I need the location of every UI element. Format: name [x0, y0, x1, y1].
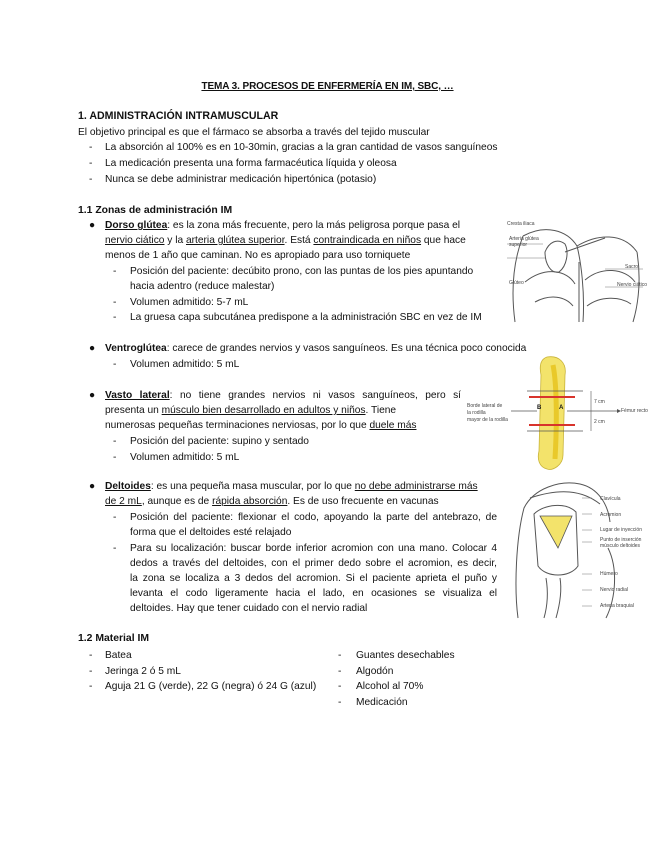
list-item: Volumen admitido: 5 mL — [130, 452, 240, 463]
list-item: La medicación presenta una forma farmacéutica líquida y oleosa — [105, 158, 397, 169]
vasto-text: . Tiene — [365, 405, 397, 416]
vasto-text: presenta un — [105, 405, 162, 416]
list-item: Posición del paciente: supino y sentado — [130, 436, 309, 447]
dorso-nervio: nervio ciático — [105, 235, 165, 246]
label: Borde lateral de — [467, 403, 503, 409]
label: Fémur recto — [621, 408, 648, 414]
vasto-line-1 — [105, 390, 461, 401]
dorso-line-3: menos de 1 año que caminan. No es apropiado para uso torniquete — [105, 250, 411, 261]
label: la rodilla — [467, 410, 486, 416]
list-item: La absorción al 100% es en 10-30min, gracias a la gran cantidad de vasos sanguíneos — [105, 142, 498, 153]
material-item: Alcohol al 70% — [356, 681, 424, 692]
bullet-icon: ● — [89, 220, 96, 231]
section-heading-im: 1. ADMINISTRACIÓN INTRAMUSCULAR — [78, 110, 279, 122]
dash-marker: - — [113, 359, 117, 370]
dorso-text: y la — [164, 235, 186, 246]
section-heading-zonas: 1.1 Zonas de administración IM — [78, 205, 233, 216]
list-item-cont: deltoides. Hay que tener cuidado con el nervio radial — [130, 603, 368, 614]
material-item: Algodón — [356, 666, 394, 677]
label: Punto de inserción — [600, 537, 642, 543]
deltoides-rapida: rápida absorción — [212, 496, 288, 507]
dash-marker: - — [89, 174, 93, 185]
list-item-cont: forma que el deltoides esté relajado — [130, 527, 292, 538]
deltoides-name: Deltoides — [105, 481, 151, 492]
deltoides-text: : es una pequeña masa muscular, por lo que — [150, 481, 355, 492]
deltoides-line-2 — [105, 496, 439, 507]
label: 7 cm — [594, 399, 605, 405]
dorso-text: . Está — [284, 235, 314, 246]
dorso-text: : es la zona más frecuente, pero la más peligrosa porque pasa el — [167, 220, 461, 231]
gluteal-illustration — [505, 221, 648, 326]
label: Sacro — [625, 264, 639, 270]
vasto-lateral-illustration — [467, 355, 647, 473]
deltoides-text: , aunque es de — [141, 496, 213, 507]
vasto-name: Vasto lateral — [105, 390, 170, 401]
list-item-cont: hacia adentro (reduce malestar) — [130, 281, 275, 292]
ventro-line-1 — [105, 343, 526, 354]
label: 2 cm — [594, 419, 605, 425]
list-item-cont: levanta el codo ligeramente hacia el lado, en ocasiones se visualiza el — [130, 588, 497, 599]
dash-marker: - — [113, 297, 117, 308]
dorso-line-1 — [105, 220, 497, 231]
label: Lugar de inyección — [600, 527, 642, 533]
bullet-icon: ● — [89, 390, 96, 401]
dash-marker: - — [338, 666, 342, 677]
list-item: Para su localización: buscar borde inferior acromion con una mano. Colocar 4 — [130, 543, 497, 554]
material-item: Jeringa 2 ó 5 mL — [105, 666, 181, 677]
dorso-contraindicada: contraindicada en niños — [313, 235, 422, 246]
bullet-icon: ● — [89, 343, 96, 354]
vasto-line-3 — [105, 420, 416, 431]
list-item: Volumen admitido: 5 mL — [130, 359, 240, 370]
label: Cresta iliaca — [507, 221, 535, 227]
label: superior — [509, 242, 528, 248]
label: Nervio ciático — [617, 282, 648, 288]
list-item-cont: la zona se localiza a 3 dedos del acromion. Si el paciente aprieta el puño y — [130, 573, 497, 584]
deltoides-2ml: de 2 mL — [105, 496, 142, 507]
section-heading-material: 1.2 Material IM — [78, 633, 150, 644]
label-b: B — [537, 405, 542, 411]
dash-marker: - — [89, 158, 93, 169]
label: Nervio radial — [600, 587, 629, 593]
ventro-name: Ventroglútea — [105, 343, 167, 354]
label: mayor de la rodilla — [467, 417, 508, 423]
deltoides-line-1 — [105, 481, 478, 492]
dorso-text: que hace — [421, 235, 466, 246]
label-a: A — [559, 405, 564, 411]
label: músculo deltoides — [600, 543, 641, 549]
material-item: Aguja 21 G (verde), 22 G (negra) ó 24 G (azul) — [105, 681, 317, 692]
deltoides-illustration — [510, 478, 650, 620]
dash-marker: - — [113, 266, 117, 277]
vasto-text: numerosas pequeñas terminaciones nerviosas, por lo que — [105, 420, 370, 431]
dash-marker: - — [89, 666, 93, 677]
dash-marker: - — [113, 436, 117, 447]
label: Acromion — [600, 512, 622, 518]
deltoides-no-debe: no debe administrarse más — [354, 481, 478, 492]
dorso-arteria: arteria glútea superior — [185, 235, 285, 246]
label: Arteria glútea — [509, 236, 539, 242]
dorso-name: Dorso glútea — [105, 220, 168, 231]
intro-text: El objetivo principal es que el fármaco se absorba a través del tejido muscular — [78, 127, 430, 138]
label: Clavícula — [600, 496, 621, 502]
dash-marker: - — [113, 512, 117, 523]
vasto-duele: duele más — [369, 420, 417, 431]
dash-marker: - — [89, 142, 93, 153]
vasto-line-2 — [105, 405, 396, 416]
dash-marker: - — [338, 697, 342, 708]
label: Arteria braquial — [600, 603, 634, 609]
vasto-text: : no tiene grandes nervios ni vasos sanguíneos, pero sí — [169, 390, 462, 401]
material-item: Batea — [105, 650, 132, 661]
material-item: Medicación — [356, 697, 408, 708]
list-item: Nunca se debe administrar medicación hipertónica (potasio) — [105, 174, 377, 185]
dorso-line-2 — [105, 235, 466, 246]
dash-marker: - — [338, 650, 342, 661]
deltoides-text: . Es de uso frecuente en vacunas — [287, 496, 439, 507]
vasto-musculo: músculo bien desarrollado en adultos y niños — [161, 405, 366, 416]
list-item-cont: dedos a través del deltoides, con el primer dedo sobre el acromion, es decir, — [130, 558, 497, 569]
dash-marker: - — [113, 452, 117, 463]
label: Húmero — [600, 571, 618, 577]
list-item: Posición del paciente: decúbito prono, con las puntas de los pies apuntando — [130, 266, 474, 277]
list-item: Volumen admitido: 5-7 mL — [130, 297, 249, 308]
dash-marker: - — [113, 543, 117, 554]
dash-marker: - — [89, 650, 93, 661]
dash-marker: - — [89, 681, 93, 692]
list-item: La gruesa capa subcutánea predispone a la administración SBC en vez de IM — [130, 312, 482, 323]
list-item: Posición del paciente: flexionar el codo, apoyando la parte del antebrazo, de — [130, 512, 497, 523]
ventro-text: : carece de grandes nervios y vasos sanguíneos. Es una técnica poco conocida — [166, 343, 527, 354]
page-title: TEMA 3. PROCESOS DE ENFERMERÍA EN IM, SBC, … — [201, 81, 454, 92]
dash-marker: - — [113, 312, 117, 323]
material-item: Guantes desechables — [356, 650, 455, 661]
dash-marker: - — [338, 681, 342, 692]
bullet-icon: ● — [89, 481, 96, 492]
label: Glúteo — [509, 280, 524, 286]
